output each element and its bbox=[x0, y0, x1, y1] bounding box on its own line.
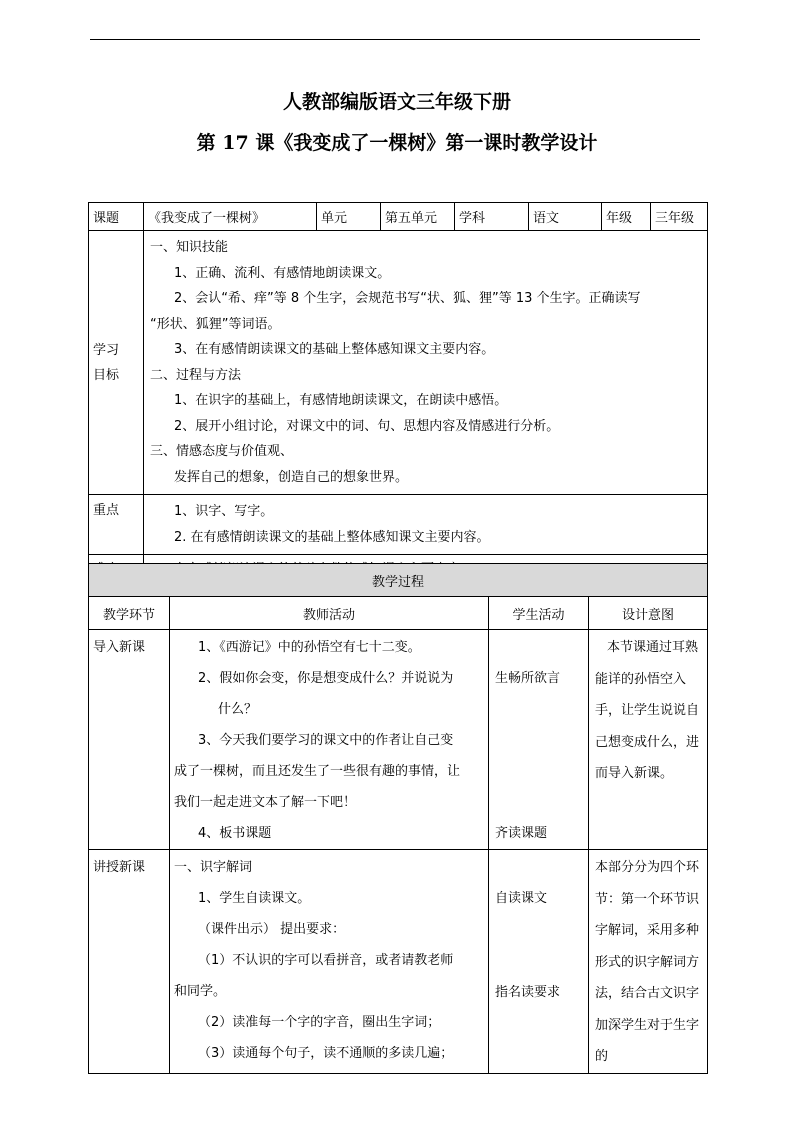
stage-cell: 讲授新课 bbox=[89, 850, 170, 1074]
goal-line: 3、在有感情朗读课文的基础上整体感知课文主要内容。 bbox=[174, 342, 495, 357]
subject-value: 语文 bbox=[529, 203, 602, 231]
teacher-line: 成了一棵树，而且还发生了一些很有趣的事情，让 bbox=[174, 764, 461, 779]
header-rule bbox=[90, 39, 700, 40]
goal-line: “形状、狐狸”等词语。 bbox=[150, 316, 281, 332]
unit-value: 第五单元 bbox=[381, 203, 455, 231]
teacher-line: 一、识字解词 bbox=[174, 860, 253, 875]
goal-line: 1、在识字的基础上，有感情地朗读课文，在朗读中感悟。 bbox=[174, 393, 508, 408]
key-points-content bbox=[144, 495, 708, 555]
goal-line: 1、正确、流利、有感情地朗读课文。 bbox=[174, 265, 391, 281]
goal-line: 二、过程与方法 bbox=[150, 367, 242, 383]
topic-value: 《我变成了一棵树》 bbox=[144, 203, 317, 231]
design-intent-cell: 本节课通过耳熟能详的孙悟空入手，让学生说说自己想变成什么，进而导入新课。 bbox=[589, 630, 708, 850]
table-row bbox=[89, 850, 708, 1074]
teacher-activity-cell bbox=[170, 630, 489, 850]
topic-label: 课题 bbox=[89, 203, 144, 231]
goal-line: 三、情感态度与价值观、 bbox=[150, 444, 294, 459]
goal-line: 发挥自己的想象，创造自己的想象世界。 bbox=[174, 469, 409, 485]
design-intent-cell: 本部分分为四个环节：第一个环节识字解词，采用多种形式的识字解词方法，结合古文识字加深学生对于生字的 bbox=[589, 850, 708, 1074]
goal-line: 2、会认“希、痒”等 8 个生字，会规范书写“状、狐、狸”等 13 个生字。正确读写 bbox=[174, 291, 641, 306]
teaching-process-table bbox=[88, 563, 708, 1074]
process-band: 教学过程 bbox=[89, 564, 708, 597]
teacher-line: 4、板书课题 bbox=[198, 826, 272, 841]
grade-value: 三年级 bbox=[651, 203, 708, 231]
teacher-line: 1、学生自读课文。 bbox=[198, 891, 311, 906]
process-header-row bbox=[89, 597, 708, 630]
student-line: 自读课文 bbox=[495, 891, 548, 906]
student-line: 生畅所欲言 bbox=[495, 671, 561, 686]
teacher-line: （1）不认识的字可以看拼音，或者请教老师 bbox=[198, 953, 454, 968]
header-teacher: 教师活动 bbox=[170, 597, 489, 630]
goal-line: 一、知识技能 bbox=[150, 240, 229, 255]
goals-row bbox=[89, 231, 708, 495]
key-points-label: 重点 bbox=[89, 495, 144, 555]
subject-label: 学科 bbox=[455, 203, 529, 231]
header-stage: 教学环节 bbox=[89, 597, 170, 630]
student-activity-cell bbox=[489, 850, 589, 1074]
key-point-line: 1、识字、写字。 bbox=[174, 504, 274, 519]
topic-row bbox=[89, 203, 708, 231]
teacher-activity-cell bbox=[170, 850, 489, 1074]
unit-label: 单元 bbox=[317, 203, 381, 231]
teacher-line: 1、《西游记》中的孙悟空有七十二变。 bbox=[198, 640, 421, 655]
table-row bbox=[89, 630, 708, 850]
key-point-line: 2. 在有感情朗读课文的基础上整体感知课文主要内容。 bbox=[174, 529, 490, 545]
teacher-line: 什么？ bbox=[218, 702, 258, 717]
teacher-line: （3）读通每个句子，读不通顺的多读几遍； bbox=[198, 1046, 454, 1061]
grade-label: 年级 bbox=[602, 203, 651, 231]
lesson-info-table bbox=[88, 202, 708, 581]
teacher-line: 我们一起走进文本了解一下吧！ bbox=[174, 795, 357, 810]
lesson-title: 第 17 课《我变成了一棵树》第一课时教学设计 bbox=[196, 132, 598, 154]
goals-content bbox=[144, 231, 708, 495]
document-title: 人教部编版语文三年级下册 bbox=[282, 91, 511, 113]
student-activity-cell bbox=[489, 630, 589, 850]
teacher-line: 和同学。 bbox=[174, 984, 227, 999]
teacher-line: （2）读准每一个字的字音，圈出生字词； bbox=[198, 1015, 441, 1030]
teacher-line: 3、今天我们要学习的课文中的作者让自己变 bbox=[198, 733, 454, 748]
header-student: 学生活动 bbox=[489, 597, 589, 630]
stage-cell: 导入新课 bbox=[89, 630, 170, 850]
header-intent: 设计意图 bbox=[589, 597, 708, 630]
key-points-row bbox=[89, 495, 708, 555]
goals-label: 学习 目标 bbox=[89, 231, 144, 495]
student-line: 指名读要求 bbox=[495, 985, 561, 1000]
goal-line: 2、展开小组讨论，对课文中的词、句、思想内容及情感进行分析。 bbox=[174, 418, 560, 434]
teacher-line: 2、假如你会变，你是想变成什么？并说说为 bbox=[198, 671, 454, 686]
student-line: 齐读课题 bbox=[495, 826, 548, 841]
teacher-line: （课件出示） 提出要求： bbox=[198, 922, 346, 937]
process-band-row bbox=[89, 564, 708, 597]
